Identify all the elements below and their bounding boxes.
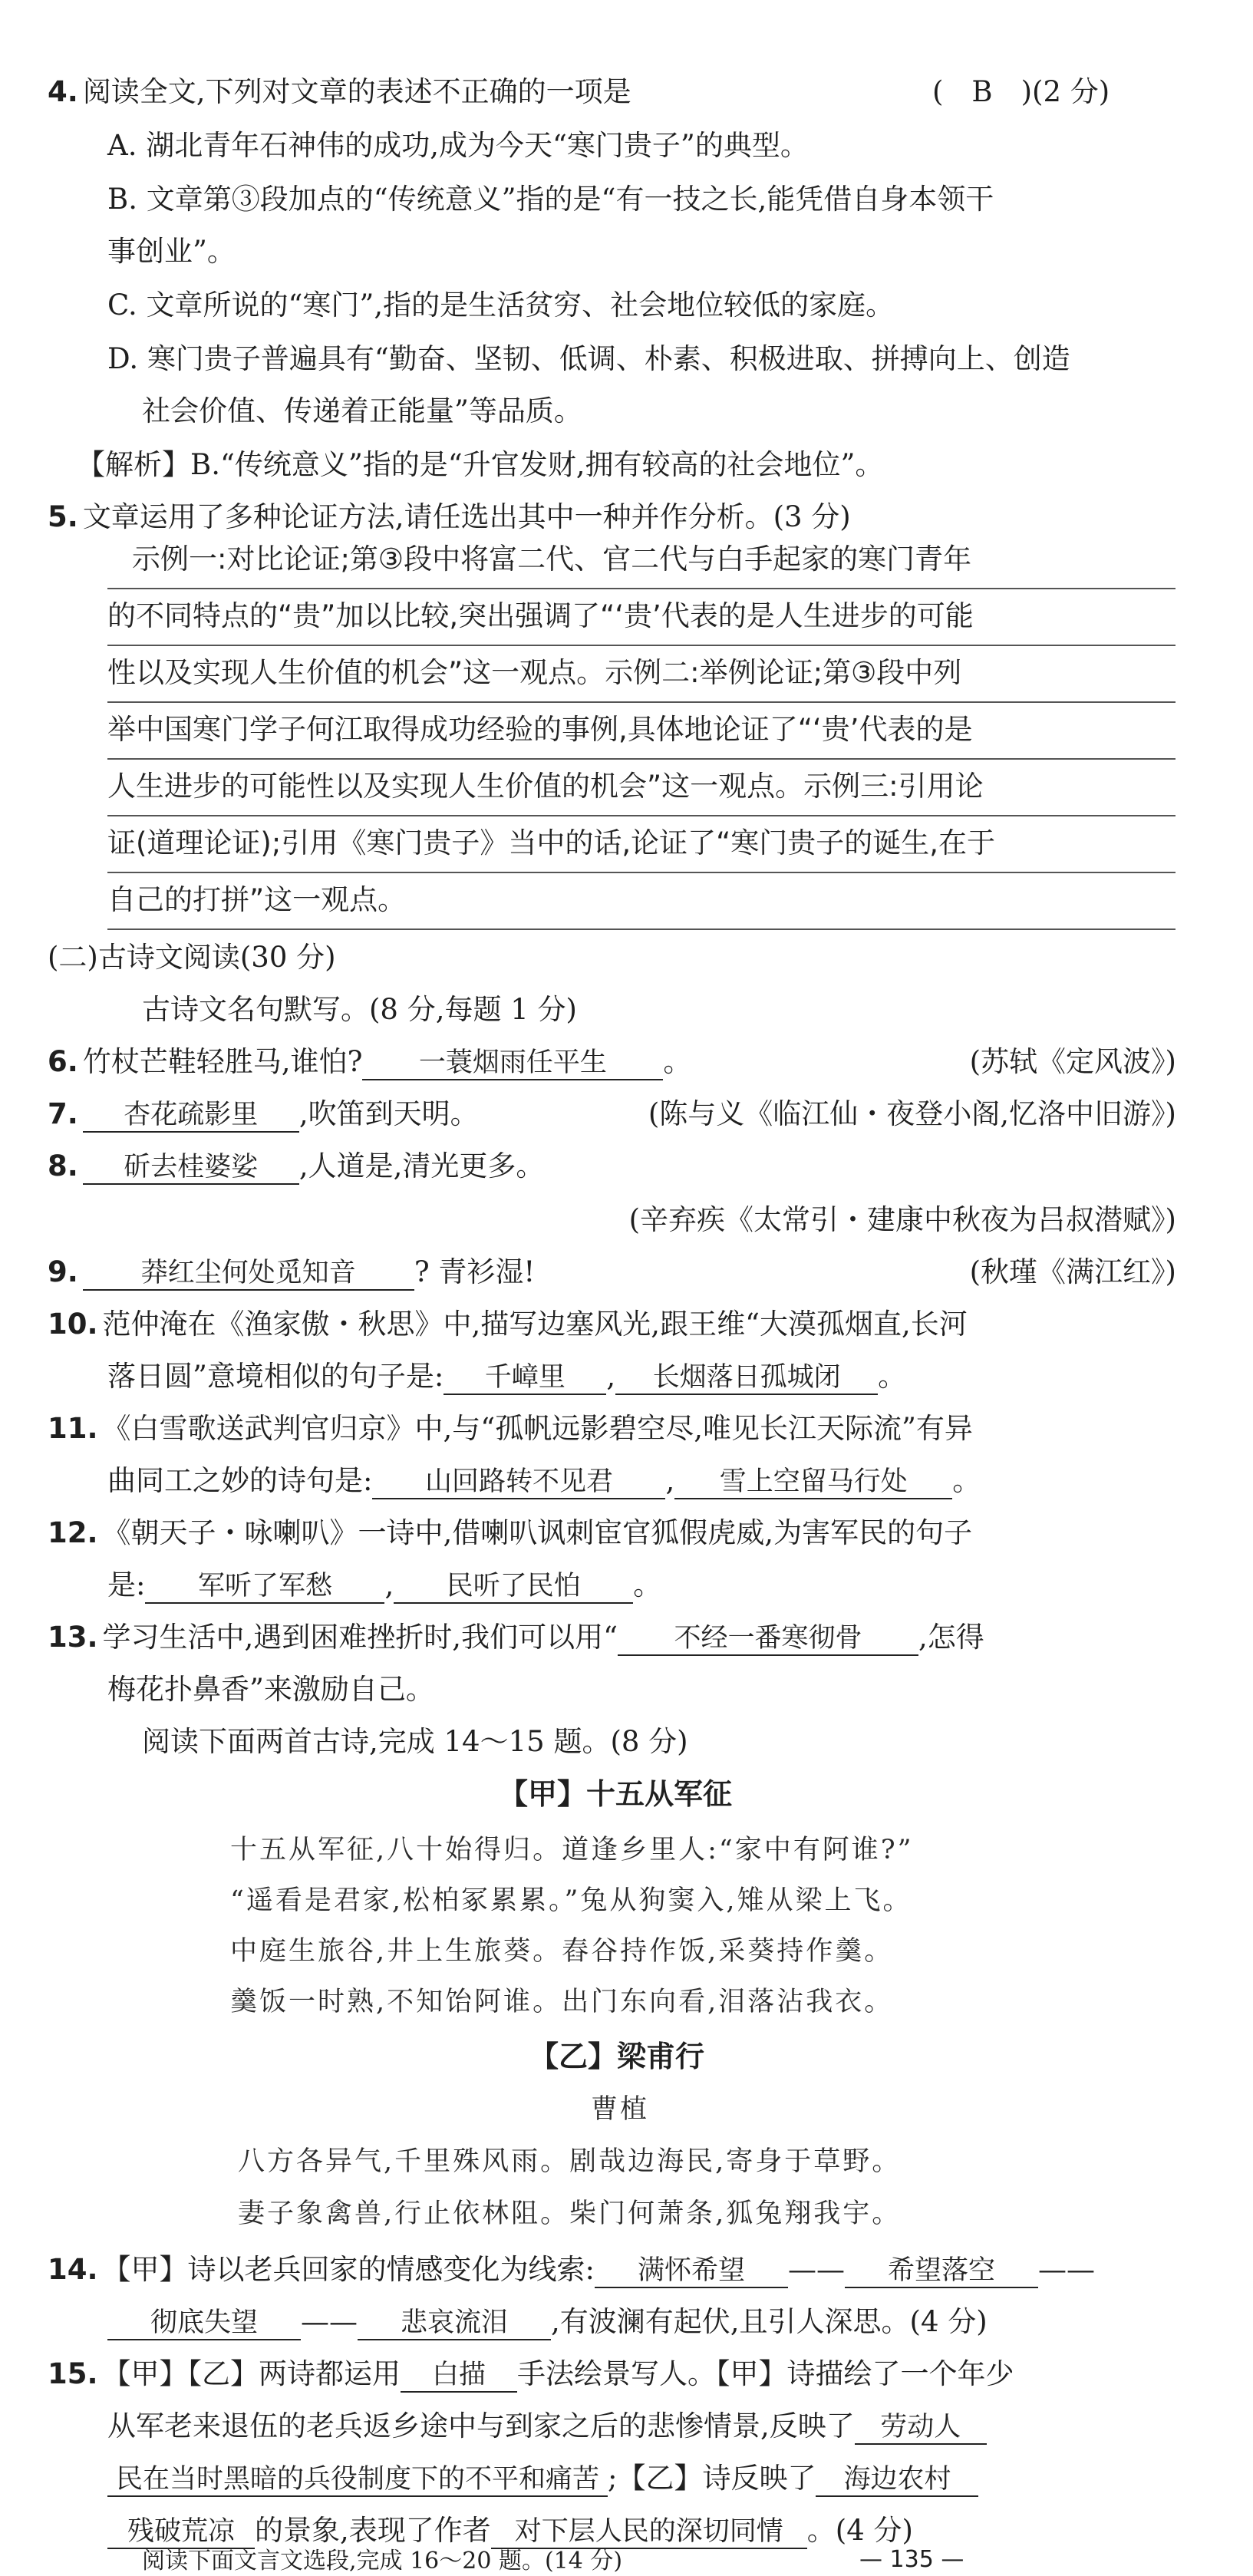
poem-b-line-1: 八方各异气,千里殊风雨。剧哉边海民,寄身于草野。: [238, 2146, 902, 2177]
q6-answer: 一蓑烟雨任平生: [362, 1047, 663, 1080]
poem-a-line-3: 中庭生旅谷,井上生旅葵。舂谷持作饭,采葵持作羹。: [230, 1936, 894, 1967]
q9-answer: 莽红尘何处觅知音: [83, 1257, 414, 1291]
poem-b-author: 曹植: [591, 2094, 650, 2125]
q14-line2: [107, 2305, 988, 2340]
poem-a-title: 【甲】十五从军征: [499, 1777, 733, 1811]
q13-number: 13.: [48, 1621, 98, 1654]
q10-number: 10.: [48, 1308, 98, 1341]
q4-option-c: C. 文章所说的“寒门”,指的是生活贫穷、社会地位较低的家庭。: [107, 289, 895, 322]
q4-option-d-line1: D. 寒门贵子普遍具有“勤奋、坚韧、低调、朴素、积极进取、拼搏向上、创造: [107, 342, 1070, 375]
q10-prompt: 落日圆”意境相似的句子是:: [107, 1360, 444, 1393]
q11-prompt: 曲同工之妙的诗句是:: [107, 1464, 373, 1497]
poem-a-line-1: 十五从军征,八十始得归。道逢乡里人:“家中有阿谁?”: [230, 1835, 914, 1865]
q5-answer-line-4: 举中国寒门学子何江取得成功经验的事例,具体地论证了“‘贵’代表的是: [107, 701, 1176, 760]
q15-answer-4: 对下层人民的深切同情: [491, 2515, 807, 2549]
q10-comma: ,: [606, 1360, 616, 1393]
q9-line: [48, 1255, 535, 1291]
q5-answer-line-1: 示例一:对比论证;第③段中将富二代、官二代与白手起家的寒门青年: [107, 531, 1176, 589]
q15-answer-3a: 海边农村: [816, 2463, 978, 2497]
q15-line2: [107, 2409, 987, 2445]
q15-answer-1: 白描: [401, 2359, 517, 2393]
q12-line2: [107, 1568, 661, 1604]
q5-number: 5.: [48, 500, 78, 533]
q15-answer-2a: 劳动人: [855, 2411, 987, 2445]
q14-answer-4: 悲哀流泪: [358, 2307, 551, 2340]
q5-answer-line-2: 的不同特点的“贵”加以比较,突出强调了“‘贵’代表的是人生进步的可能: [107, 588, 1176, 646]
q8-answer: 斫去桂婆娑: [83, 1151, 299, 1185]
q5-stem: [48, 500, 851, 534]
q15-text-1: 手法绘景写人。【甲】诗描绘了一个年少: [517, 2357, 1014, 2390]
q7-source: (陈与义《临江仙・夜登小阁,忆洛中旧游》): [648, 1097, 1176, 1130]
section-heading: (二)古诗文阅读(30 分): [48, 941, 336, 974]
q12-text: 《朝天子・咏喇叭》一诗中,借喇叭讽刺宦官狐假虎威,为害军民的句子: [102, 1516, 973, 1549]
q15-answer-3b: 残破荒凉: [107, 2515, 255, 2549]
q14-prompt: 【甲】诗以老兵回家的情感变化为线索:: [102, 2253, 595, 2286]
q14-post: ,有波澜有起伏,且引人深思。(4 分): [551, 2305, 988, 2338]
q12-answer-2: 民听了民怕: [394, 1570, 633, 1604]
q11-comma: ,: [665, 1464, 675, 1497]
footer-dash-right: —: [941, 2546, 964, 2573]
footer-dash-left: —: [859, 2546, 882, 2573]
q13-post: ,怎得: [918, 1621, 984, 1654]
q15-line3: [107, 2462, 978, 2497]
q11-post: 。: [952, 1464, 981, 1497]
q12-answer-1: 军听了军愁: [145, 1570, 384, 1604]
q15-text-2: 从军老来退伍的老兵返乡途中与到家之后的悲惨情景,反映了: [107, 2409, 855, 2442]
q6-post: 。: [663, 1045, 692, 1078]
q10-line1: [48, 1308, 968, 1341]
q13-line1: [48, 1621, 984, 1656]
q4-stem: [48, 75, 631, 109]
q11-number: 11.: [48, 1412, 98, 1445]
q14-answer-1: 满怀希望: [595, 2254, 788, 2288]
q14-number: 14.: [48, 2253, 98, 2286]
q7-answer: 杏花疏影里: [83, 1099, 299, 1133]
q14-answer-3: 彻底失望: [107, 2307, 301, 2340]
poems-intro: 阅读下面两首古诗,完成 14～15 题。(8 分): [142, 1725, 688, 1758]
q10-line2: [107, 1360, 906, 1395]
q4-number: 4.: [48, 75, 78, 108]
q4-option-d-line2: 社会价值、传递着正能量”等品质。: [142, 394, 582, 427]
q5-answer-line-7: 自己的打拼”这一观点。: [107, 872, 1176, 930]
q11-text: 《白雪歌送武判官归京》中,与“孤帆远影碧空尽,唯见长江天际流”有异: [102, 1412, 973, 1445]
q10-answer-1: 千嶂里: [443, 1361, 606, 1395]
q15-answer-2b: 民在当时黑暗的兵役制度下的不平和痛苦: [107, 2463, 608, 2497]
q14-line1: [48, 2253, 1095, 2288]
q5-answer-line-3: 性以及实现人生价值的机会”这一观点。示例二:举例论证;第③段中列: [107, 645, 1176, 703]
q11-line2: [107, 1464, 981, 1499]
q15-line1: [48, 2357, 1014, 2393]
q4-option-b-line2: 事创业”。: [107, 235, 236, 268]
q12-line1: [48, 1516, 972, 1550]
q6-line: [48, 1045, 691, 1080]
q13-prompt: 学习生活中,遇到困难挫折时,我们可以用“: [102, 1621, 618, 1654]
q12-prompt: 是:: [107, 1568, 146, 1601]
poem-a-line-4: 羹饭一时熟,不知饴阿谁。出门东向看,泪落沾我衣。: [230, 1987, 894, 2017]
q10-post: 。: [878, 1360, 907, 1393]
q4-text: 阅读全文,下列对文章的表述不正确的一项是: [82, 75, 631, 108]
q14-dash-2: ——: [1038, 2253, 1096, 2286]
q15-prompt: 【甲】【乙】两诗都运用: [102, 2357, 401, 2390]
q4-answer: ( B )(2 分): [932, 75, 1110, 108]
q11-answer-1: 山回路转不见君: [372, 1466, 665, 1499]
q12-number: 12.: [48, 1516, 98, 1549]
q8-source: (辛弃疾《太常引・建康中秋夜为吕叔潜赋》): [628, 1203, 1176, 1236]
q9-post: ? 青衫湿!: [414, 1255, 536, 1288]
q4-option-b-line1: B. 文章第③段加点的“传统意义”指的是“有一技之长,能凭借自身本领干: [107, 183, 994, 216]
poem-b-line-2: 妻子象禽兽,行止依林阻。柴门何萧条,狐兔翔我宇。: [238, 2198, 902, 2229]
section-subheading: 古诗文名句默写。(8 分,每题 1 分): [142, 993, 577, 1026]
q4-option-a: A. 湖北青年石神伟的成功,成为今天“寒门贵子”的典型。: [107, 129, 809, 162]
q5-answer-line-6: 证(道理论证);引用《寒门贵子》当中的话,论证了“寒门贵子的诞生,在于: [107, 815, 1176, 873]
q4-analysis: 【解析】B.“传统意义”指的是“升官发财,拥有较高的社会地位”。: [77, 448, 884, 481]
q15-text-3: ;【乙】诗反映了: [608, 2462, 816, 2495]
q8-line: [48, 1149, 544, 1185]
q7-line: [48, 1097, 479, 1133]
q8-post: ,人道是,清光更多。: [298, 1149, 545, 1182]
q12-post: 。: [633, 1568, 662, 1601]
q5-text: 文章运用了多种论证方法,请任选出其中一种并作分析。(3 分): [82, 500, 851, 533]
page-footer: [859, 2546, 964, 2574]
q15-number: 15.: [48, 2357, 98, 2390]
q9-source: (秋瑾《满江红》): [969, 1255, 1176, 1288]
q11-line1: [48, 1412, 973, 1446]
q14-dash-1: ——: [788, 2253, 846, 2286]
q6-prompt: 竹杖芒鞋轻胜马,谁怕?: [82, 1045, 363, 1078]
poem-a-line-2: “遥看是君家,松柏冢累累。”兔从狗窦入,雉从梁上飞。: [230, 1885, 912, 1916]
q7-post: ,吹笛到天明。: [298, 1097, 479, 1130]
q15-post: 。(4 分): [806, 2514, 913, 2547]
q7-number: 7.: [48, 1097, 78, 1130]
page-number: 135: [889, 2546, 934, 2573]
q15-text-4: 的景象,表现了作者: [255, 2514, 491, 2547]
prose-intro: 阅读下面文言文选段,完成 16～20 题。(14 分): [142, 2548, 623, 2574]
poem-b-title: 【乙】梁甫行: [529, 2040, 705, 2073]
q11-answer-2: 雪上空留马行处: [674, 1466, 952, 1499]
q10-text: 范仲淹在《渔家傲・秋思》中,描写边塞风光,跟王维“大漠孤烟直,长河: [102, 1308, 968, 1341]
q14-answer-2: 希望落空: [845, 2254, 1038, 2288]
q5-answer-line-5: 人生进步的可能性以及实现人生价值的机会”这一观点。示例三:引用论: [107, 758, 1176, 816]
q12-comma: ,: [384, 1568, 394, 1601]
q14-dash-3: ——: [301, 2305, 358, 2338]
q15-line4: [107, 2514, 913, 2549]
q13-line2: 梅花扑鼻香”来激励自己。: [107, 1673, 434, 1706]
q9-number: 9.: [48, 1255, 78, 1288]
q6-number: 6.: [48, 1045, 78, 1078]
q6-source: (苏轼《定风波》): [969, 1045, 1176, 1078]
q10-answer-2: 长烟落日孤城闭: [615, 1361, 878, 1395]
q13-answer: 不经一番寒彻骨: [618, 1622, 918, 1656]
q8-number: 8.: [48, 1149, 78, 1182]
